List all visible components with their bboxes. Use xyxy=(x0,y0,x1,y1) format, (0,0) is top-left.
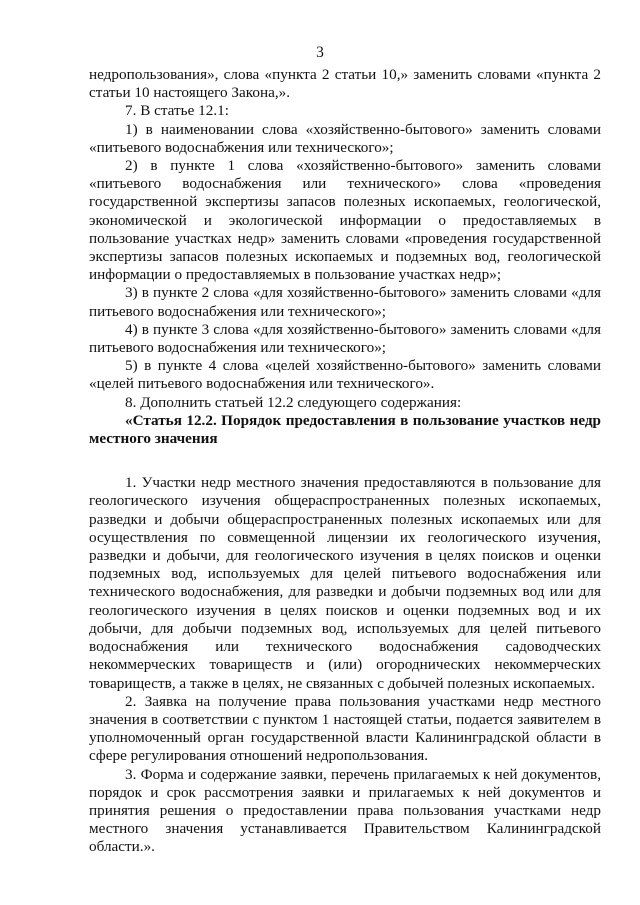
paragraph-item-7: 7. В статье 12.1: xyxy=(125,102,229,120)
paragraph-item-8: 8. Дополнить статьей 12.2 следующего содержания: xyxy=(125,393,462,411)
page-number: 3 xyxy=(316,44,324,61)
paragraph-subitem-3: 3) в пункте 2 слова «для хозяйственно-бытового» заменить словами «для питьевого водоснабжения или технического»; xyxy=(89,284,601,320)
paragraph-subitem-2: 2) в пункте 1 слова «хозяйственно-бытового» заменить словами «питьевого водоснабжения или технического» слова «проведения государственной экспертизы запасов полезных ископаемых, геологической, экономической и экологической информации о предоставляемых в пользование участках недр» заменить словами «проведения государственной экспертизы запасов полезных ископаемых и подземных вод, геологической информации о предоставляемых в пользование участках недр»; xyxy=(89,157,601,284)
paragraph-continuation: недропользования», слова «пункта 2 статьи 10,» заменить словами «пункта 2 статьи 10 настоящего Закона,». xyxy=(89,66,601,102)
paragraph-subitem-4: 4) в пункте 3 слова «для хозяйственно-бытового» заменить словами «для питьевого водоснабжения или технического»; xyxy=(89,320,601,357)
article-paragraph-3: 3. Форма и содержание заявки, перечень прилагаемых к ней документов, порядок и срок рассмотрения заявки и прилагаемых к ней документов и принятия решения о предоставлении права пользования участками недр местного значения устанавливается Правительством Калининградской области.». xyxy=(89,765,601,856)
article-paragraph-2: 2. Заявка на получение права пользования участками недр местного значения в соответствии с пунктом 1 настоящей статьи, подается заявителем в уполномоченный орган государственной власти Калининградской области в сфере регулирования отношений недропользования. xyxy=(89,692,601,765)
document-body xyxy=(89,66,601,857)
spacer xyxy=(89,448,601,474)
paragraph-subitem-5: 5) в пункте 4 слова «целей хозяйственно-бытового» заменить словами «целей питьевого водоснабжения или технического». xyxy=(89,357,601,393)
article-paragraph-1: 1. Участки недр местного значения предоставляются в пользование для геологического изучения общераспространенных полезных ископаемых, разведки и добычи общераспространенных полезных ископаемых или для осуществления по совмещенной лицензии их геологического изучения, разведки и добычи, для геологического изучения в целях поисков и оценки подземных вод, используемых для целей питьевого водоснабжения или технического водоснабжения, для разведки и добычи подземных вод или для геологического изучения в целях поисков и оценки подземных вод и их добычи, для добычи подземных вод, используемых для целей питьевого водоснабжения или технического водоснабжения садоводческих некоммерческих товариществ и (или) огороднических некоммерческих товариществ, а также в целях, не связанных с добычей полезных ископаемых. xyxy=(89,474,601,692)
paragraph-subitem-1: 1) в наименовании слова «хозяйственно-бытового» заменить словами «питьевого водоснабжения или технического»; xyxy=(89,120,601,156)
article-heading: «Статья 12.2. Порядок предоставления в пользование участков недр местного значения xyxy=(89,411,601,448)
